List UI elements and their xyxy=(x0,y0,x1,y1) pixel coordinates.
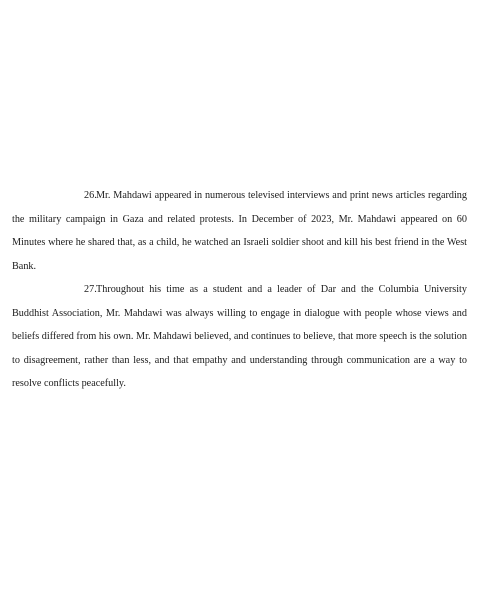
paragraph-number: 26. xyxy=(84,190,97,201)
document-body xyxy=(12,184,467,396)
paragraph-27 xyxy=(12,278,467,396)
paragraph-26 xyxy=(12,184,467,278)
paragraph-text: Mr. Mahdawi appeared in numerous televised interviews and print news articles regarding the military campaign in Gaza and related protests. In December of 2023, Mr. Mahdawi appeared on 60 Minutes where he shared that, as a child, he watched an Israeli soldier shoot and kill his best friend in the West Bank. xyxy=(12,190,467,272)
paragraph-text: Throughout his time as a student and a leader of Dar and the Columbia University Buddhist Association, Mr. Mahdawi was always willing to engage in dialogue with people whose views and beliefs differed from his own. Mr. Mahdawi believed, and continues to believe, that more speech is the solution to disagreement, rather than less, and that empathy and understanding through communication are a way to resolve conflicts peacefully. xyxy=(12,284,467,389)
paragraph-number: 27. xyxy=(84,284,97,295)
